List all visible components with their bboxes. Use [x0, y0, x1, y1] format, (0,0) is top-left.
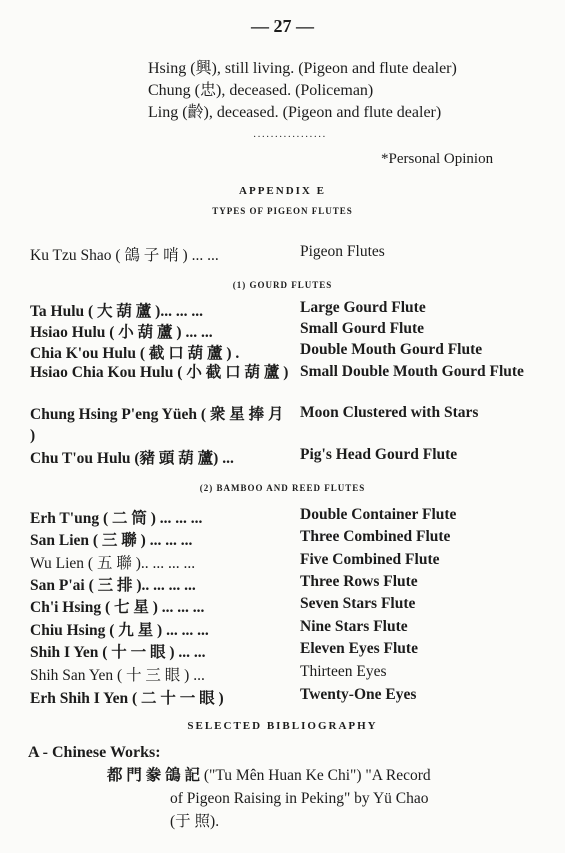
bamboo-row-desc: Three Combined Flute — [300, 528, 451, 545]
bamboo-row-name: Erh T'ung ( 二 筒 ) ... ... ... — [30, 510, 203, 527]
gourd-row-desc: Small Gourd Flute — [300, 320, 425, 337]
bamboo-row-name: Shih San Yen ( 十 三 眼 ) ... — [30, 667, 205, 684]
gourd-row-desc: Small Double Mouth Gourd Flute — [300, 363, 524, 380]
appendix-title: APPENDIX E — [239, 185, 326, 197]
bibliography-section-label: A - Chinese Works: — [28, 744, 161, 761]
gourd-row-name: Chu T'ou Hulu (豬 頭 葫 蘆) ... — [30, 450, 234, 467]
intro-desc: Pigeon Flutes — [300, 243, 385, 260]
section-bamboo-title: (2) BAMBOO AND REED FLUTES — [199, 483, 366, 493]
appendix-subtitle: TYPES OF PIGEON FLUTES — [212, 206, 353, 216]
gourd-row-desc: Double Mouth Gourd Flute — [300, 341, 483, 358]
gourd-row-desc: Pig's Head Gourd Flute — [300, 446, 458, 463]
bamboo-row-name: Wu Lien ( 五 聯 ).. ... ... ... — [30, 555, 196, 572]
gourd-row-name: Chia K'ou Hulu ( 截 口 葫 蘆 ) . — [30, 345, 240, 362]
bamboo-row-name: Ch'i Hsing ( 七 星 ) ... ... ... — [30, 599, 205, 616]
gourd-row-name: Chung Hsing P'eng Yüeh ( 衆 星 捧 月 ) — [30, 406, 284, 444]
bib-line-2: of Pigeon Raising in Peking" by Yü Chao — [170, 790, 429, 807]
bib-line-3: (于 照). — [170, 813, 220, 830]
bib-chinese-title: 都 門 豢 鴿 記 — [107, 767, 201, 784]
section-gourd-title: (1) GOURD FLUTES — [232, 280, 333, 290]
bamboo-row-desc: Eleven Eyes Flute — [300, 640, 418, 657]
gourd-row-name: Hsiao Hulu ( 小 葫 蘆 ) ... ... — [30, 324, 213, 341]
gourd-row-desc: Large Gourd Flute — [300, 299, 426, 316]
bamboo-row-desc: Five Combined Flute — [300, 551, 440, 568]
bamboo-row-name: Chiu Hsing ( 九 星 ) ... ... ... — [30, 622, 209, 639]
bamboo-row-desc: Double Container Flute — [300, 506, 457, 523]
intro-name: Ku Tzu Shao ( 鴿 子 哨 ) ... ... — [30, 247, 219, 264]
bib-line-1: ("Tu Mên Huan Ke Chi") "A Record — [200, 767, 431, 784]
bibliography-title: SELECTED BIBLIOGRAPHY — [187, 720, 378, 732]
bamboo-row-name: Shih I Yen ( 十 一 眼 ) ... ... — [30, 644, 206, 661]
page-number: — 27 — — [251, 16, 314, 36]
gourd-row-name: Ta Hulu ( 大 葫 蘆 )... ... ... — [30, 303, 203, 320]
bamboo-row-name: San Lien ( 三 聯 ) ... ... ... — [30, 532, 193, 549]
status-line-chung: Chung (忠), deceased. (Policeman) — [148, 82, 374, 99]
dotted-separator: ················· — [253, 132, 327, 143]
bamboo-row-desc: Nine Stars Flute — [300, 618, 408, 635]
bamboo-row-desc: Twenty-One Eyes — [300, 686, 417, 703]
bamboo-row-desc: Seven Stars Flute — [300, 595, 416, 612]
bamboo-row-name: San P'ai ( 三 排 ).. ... ... ... — [30, 577, 196, 594]
personal-opinion-note: *Personal Opinion — [381, 151, 494, 167]
bibliography-entry — [108, 764, 538, 833]
bamboo-row-name: Erh Shih I Yen ( 二 十 一 眼 ) — [30, 690, 224, 707]
gourd-row-name: Hsiao Chia Kou Hulu ( 小 截 口 葫 蘆 ) — [30, 364, 289, 381]
bamboo-row-desc: Three Rows Flute — [300, 573, 418, 590]
bamboo-row-desc: Thirteen Eyes — [300, 663, 387, 680]
status-line-ling: Ling (齡), deceased. (Pigeon and flute dealer) — [148, 104, 442, 121]
status-line-hsing: Hsing (興), still living. (Pigeon and flute dealer) — [148, 60, 457, 77]
gourd-row-desc: Moon Clustered with Stars — [300, 404, 479, 421]
